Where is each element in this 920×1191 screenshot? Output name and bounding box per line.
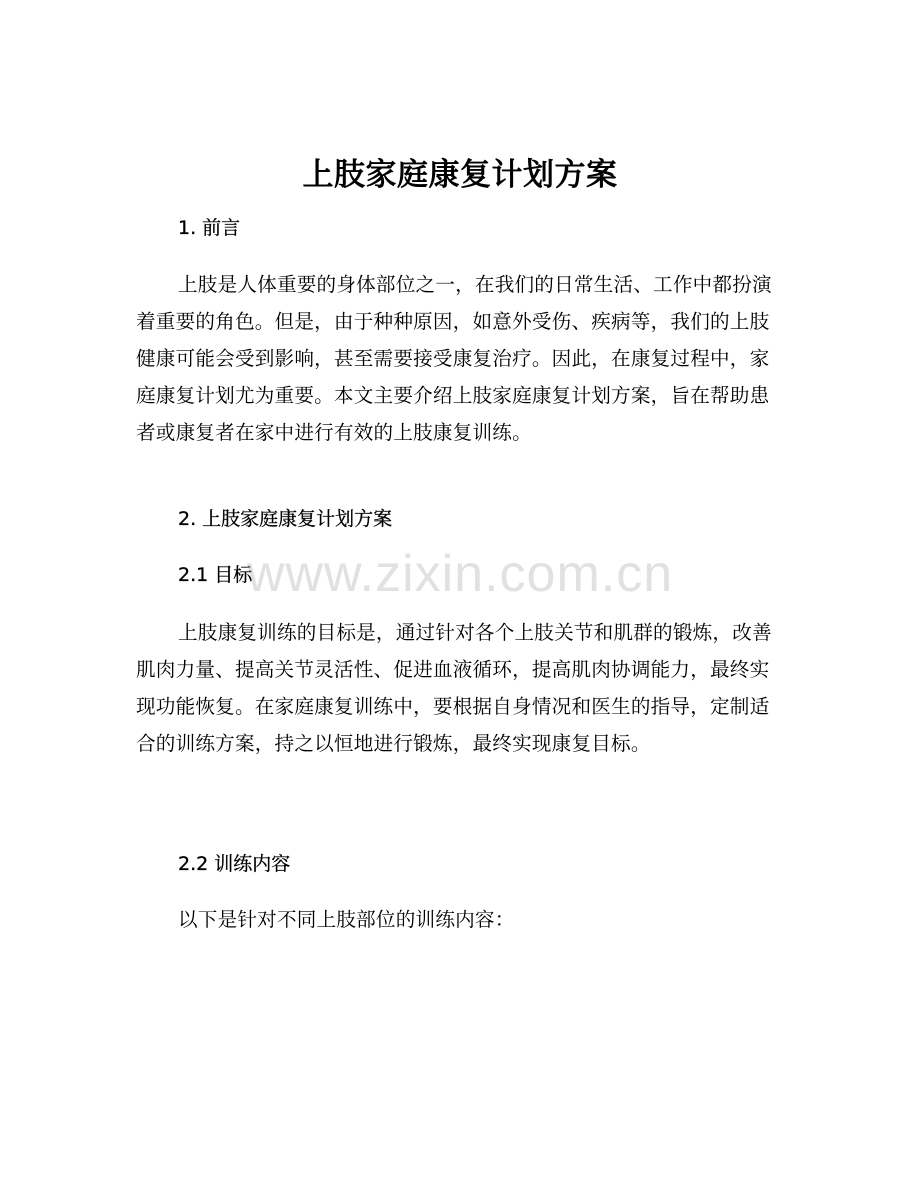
section-heading-plan: 2. 上肢家庭康复计划方案 <box>178 508 393 530</box>
paragraph-goal: 上肢康复训练的目标是，通过针对各个上肢关节和肌群的锻炼，改善肌肉力量、提高关节灵活性、促进血液循环，提高肌肉协调能力，最终实现功能恢复。在家庭康复训练中，要根据自身情况和医生的指导，定制适合的训练方案，持之以恒地进行锻炼，最终实现康复目标。 <box>136 621 772 755</box>
subsection-heading-content: 2.2 训练内容 <box>178 853 291 875</box>
watermark: www.zixin.com.cn <box>246 545 674 603</box>
paragraph-preface: 上肢是人体重要的身体部位之一，在我们的日常生活、工作中都扮演着重要的角色。但是，由于种种原因，如意外受伤、疾病等，我们的上肢健康可能会受到影响，甚至需要接受康复治疗。因此，在康复过程中，家庭康复计划尤为重要。本文主要介绍上肢家庭康复计划方案，旨在帮助患者或康复者在家中进行有效的上肢康复训练。 <box>136 273 772 444</box>
document-title: 上肢家庭康复计划方案 <box>302 157 618 193</box>
section-heading-preface: 1. 前言 <box>178 217 241 239</box>
paragraph-content-intro: 以下是针对不同上肢部位的训练内容： <box>178 908 515 931</box>
subsection-heading-goal: 2.1 目标 <box>178 564 253 586</box>
